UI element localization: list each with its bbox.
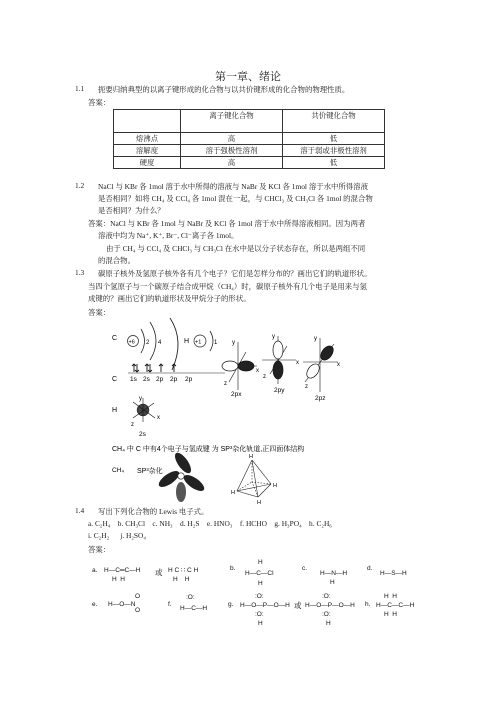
svg-text:H: H bbox=[330, 579, 335, 586]
item-a: a. C₂H₄ bbox=[88, 519, 111, 528]
svg-text:H: H bbox=[326, 620, 331, 627]
svg-text:H C ∷ C H: H C ∷ C H bbox=[168, 567, 199, 574]
label-h: h. bbox=[365, 601, 371, 608]
table-cell: 溶于弱或非极性溶剂 bbox=[283, 145, 385, 157]
label-g: g. bbox=[228, 601, 234, 608]
svg-text:O: O bbox=[135, 593, 141, 600]
svg-text:H: H bbox=[258, 620, 263, 627]
svg-text:H—S—H: H—S—H bbox=[380, 570, 407, 577]
orbital-2p: 2p bbox=[185, 376, 193, 383]
pz-axis-z: z bbox=[305, 384, 308, 390]
tet-h-left: H bbox=[231, 490, 235, 496]
or-text-g: 或 bbox=[294, 601, 302, 610]
table-cell: 高 bbox=[181, 133, 283, 145]
pz-label: 2pz bbox=[315, 395, 326, 402]
label-a: a. bbox=[92, 567, 98, 574]
svg-text:H—O—P—O—H: H—O—P—O—H bbox=[240, 602, 290, 609]
q1-2-line-1: NaCl 与 KBr 各 1mol 溶于水中所得的溶液与 NaBr 及 KCl 各 1mol 溶于水中所得溶液 bbox=[98, 182, 368, 191]
tet-h-right: H bbox=[273, 483, 277, 489]
c-config-label: C bbox=[112, 376, 118, 383]
ch4-note: CH₄ 中 C 中有4个电子与氢成键 为 SP³杂化轨道,正四面体结构 bbox=[112, 446, 305, 453]
c-nucleus-charge: +6 bbox=[128, 339, 135, 346]
svg-text:H: H bbox=[258, 580, 263, 587]
q1-3-line-2: 当四个氢原子与一个碳原子结合成甲烷（CH₄）时，碳原子核外有几个电子是用来与氢 bbox=[88, 282, 367, 291]
item-e: e. HNO₃ bbox=[206, 519, 233, 528]
item-f: f. HCHO bbox=[239, 519, 267, 528]
item-h: h. C₂H₆ bbox=[309, 519, 332, 528]
label-c: c. bbox=[302, 565, 308, 572]
px-axis-x: x bbox=[256, 368, 259, 374]
q1-2-answer-4: 的混合物。 bbox=[98, 256, 135, 265]
axis-y: y bbox=[139, 396, 142, 402]
table-cell: 硬度 bbox=[114, 157, 181, 169]
ch4-label: CH₄ bbox=[112, 467, 125, 474]
c-shell-2-count: 4 bbox=[158, 340, 162, 346]
table-cell: 熔沸点 bbox=[114, 133, 181, 145]
svg-text:H—O—N: H—O—N bbox=[108, 601, 136, 608]
table-cell: 溶解度 bbox=[114, 145, 181, 157]
label-f: f. bbox=[168, 601, 172, 608]
q1-4-answer-label: 答案： bbox=[88, 545, 111, 554]
svg-text::O:: :O: bbox=[255, 611, 264, 618]
h-2s-label: 2s bbox=[139, 431, 146, 438]
label-e: e. bbox=[92, 601, 98, 608]
svg-text::O:: :O: bbox=[322, 611, 331, 618]
item-c: c. NH₃ bbox=[152, 519, 173, 528]
py-axis-y: y bbox=[272, 334, 275, 340]
table-cell: 高 bbox=[181, 157, 283, 169]
axis-z: z bbox=[131, 422, 134, 428]
item-j: j. H₂SO₄ bbox=[120, 531, 146, 540]
px-label: 2px bbox=[231, 391, 242, 398]
h-atom-label: H bbox=[184, 338, 190, 345]
q1-2-number: 1.2 bbox=[75, 181, 85, 190]
tet-h-top: H bbox=[249, 454, 253, 460]
orbital-1s: 1s bbox=[130, 376, 137, 383]
px-axis-y: y bbox=[232, 340, 235, 346]
px-axis-z: z bbox=[224, 381, 227, 387]
py-axis-x: x bbox=[296, 360, 299, 366]
svg-text::O:: :O: bbox=[322, 593, 331, 600]
svg-text:H: H bbox=[258, 559, 263, 566]
label-d: d. bbox=[367, 565, 373, 572]
tet-h-bottom: H bbox=[257, 500, 261, 506]
item-d: d. H₂S bbox=[180, 519, 200, 528]
table-cell: 低 bbox=[283, 157, 385, 169]
q1-3-line-1: 碳原子核外及氢原子核外各有几个电子？它们是怎样分布的？画出它们的轨道形状。 bbox=[98, 269, 372, 278]
c-shell-1-count: 2 bbox=[146, 340, 150, 346]
q1-2-answer-1: 答案：NaCl 与 KBr 各 1mol 与 NaBr 及 KCl 各 1mol 溶于水中所得溶液相同。因为两者 bbox=[88, 219, 366, 228]
chapter-title: 第一章、绪论 bbox=[215, 71, 281, 83]
table-header: 共价键化合物 bbox=[283, 110, 385, 133]
q1-3-line-3: 成键的？画出它们的轨道形状及甲烷分子的形状。 bbox=[88, 294, 251, 303]
orbital-2p: 2p bbox=[170, 376, 178, 383]
h-orbital-label: H bbox=[112, 407, 118, 414]
item-i: i. C₂H₂ bbox=[88, 531, 110, 540]
orbital-2p: 2p bbox=[156, 376, 164, 383]
svg-text:H H: H H bbox=[384, 611, 397, 618]
svg-text:H—O—P—O—H: H—O—P—O—H bbox=[305, 602, 355, 609]
q1-3-number: 1.3 bbox=[75, 268, 85, 277]
q1-3-answer-label: 答案： bbox=[88, 308, 111, 317]
q1-2-line-2: 是否相同？如将 CH₄ 及 CCl₄ 各 1mol 混在一起，与 CHCl₃ 及 CH₃Cl 各 1mol 的混合物 bbox=[98, 194, 373, 203]
py-label: 2py bbox=[274, 387, 285, 394]
svg-text:H—C—H: H—C—H bbox=[180, 605, 208, 612]
q1-2-line-3: 是否相同？为什么？ bbox=[98, 206, 165, 215]
c-atom-label: C bbox=[112, 335, 118, 342]
pz-axis-x: x bbox=[337, 362, 340, 368]
q1-4-text: 写出下列化合物的 Lewis 电子式。 bbox=[98, 507, 209, 516]
svg-text:H H: H H bbox=[173, 576, 190, 583]
h-nucleus-charge: +1 bbox=[195, 339, 202, 346]
sp3-label: SP³杂化 bbox=[137, 468, 163, 475]
svg-text::O:: :O: bbox=[255, 593, 264, 600]
q1-2-answer-3: 由于 CH₄ 与 CCl₄ 及 CHCl₃ 与 CH₃Cl 在水中是以分子状态存在，所以是两组不同 bbox=[106, 244, 366, 253]
q1-1-number: 1.1 bbox=[75, 84, 85, 93]
item-g: g. H₃PO₄ bbox=[274, 519, 302, 528]
axis-x: x bbox=[157, 415, 160, 421]
pz-axis-y: y bbox=[314, 336, 317, 342]
orbital-2s: 2s bbox=[143, 376, 150, 383]
h-shell-1-count: 1 bbox=[214, 340, 218, 346]
q1-1-text: 扼要归纳典型的以离子键形成的化合物与以共价键形成的化合物的物理性质。 bbox=[98, 85, 350, 94]
svg-text:H H: H H bbox=[112, 576, 125, 583]
table-cell: 低 bbox=[283, 133, 385, 145]
table-cell: 溶于强极性溶剂 bbox=[181, 145, 283, 157]
table-header: 离子键化合物 bbox=[181, 110, 283, 133]
svg-text:H—N—H: H—N—H bbox=[320, 570, 348, 577]
svg-text::O:: :O: bbox=[186, 594, 195, 601]
or-text: 或 bbox=[155, 568, 163, 577]
py-axis-z: z bbox=[263, 374, 266, 380]
svg-text:H—C—Cl: H—C—Cl bbox=[245, 570, 274, 577]
q1-4-number: 1.4 bbox=[75, 506, 85, 515]
svg-text:H—C—C—H: H—C—C—H bbox=[376, 602, 415, 609]
item-b: b. CH₃Cl bbox=[117, 519, 146, 528]
svg-text:H—C═C—H: H—C═C—H bbox=[104, 567, 141, 574]
label-b: b. bbox=[230, 565, 236, 572]
q1-1-answer-label: 答案： bbox=[88, 98, 111, 107]
svg-text:H H: H H bbox=[384, 593, 397, 600]
svg-text:O: O bbox=[135, 607, 141, 614]
q1-2-answer-2: 溶液中均为 Na⁺, K⁺, Br⁻, Cl⁻离子各 1mol。 bbox=[98, 231, 239, 240]
